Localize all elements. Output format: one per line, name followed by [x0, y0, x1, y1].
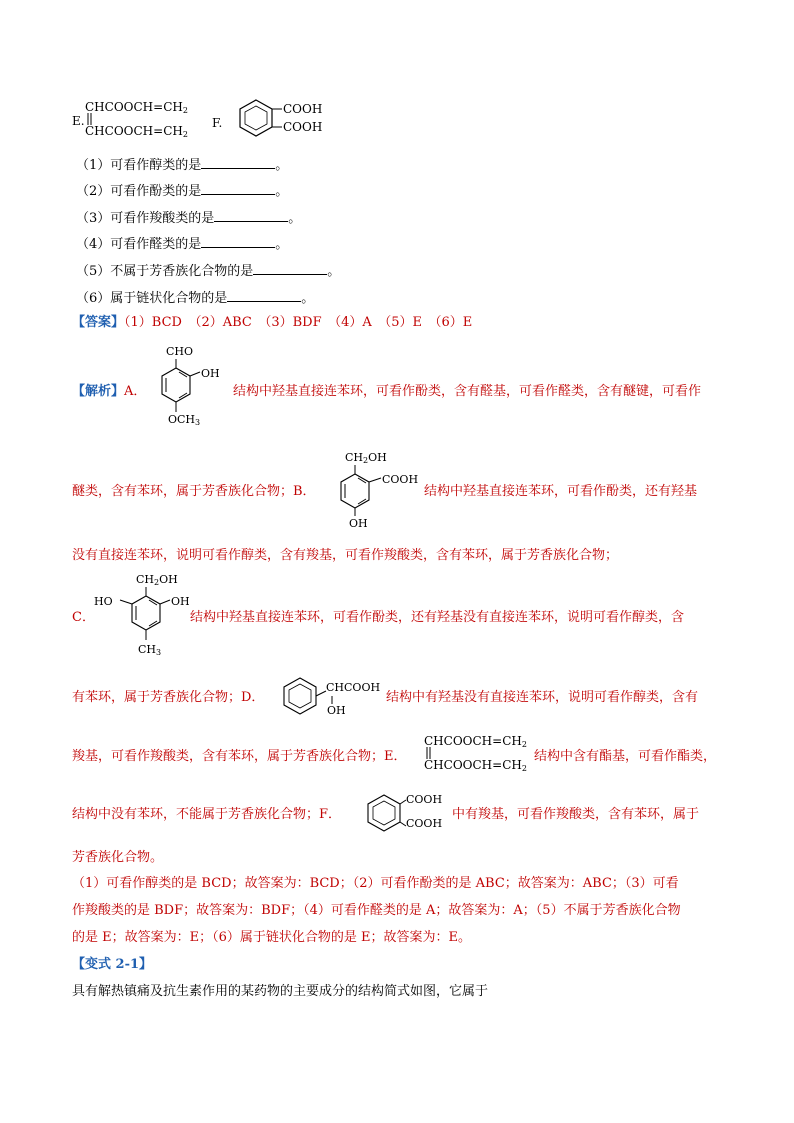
molecule-d: [278, 674, 388, 722]
answer-text: （1）BCD （2）ABC （3）BDF （4）A （5）E （6）E: [124, 315, 473, 330]
variant-text: 具有解热镇痛及抗生素作用的某药物的主要成分的结构简式如图，它属于: [72, 984, 489, 999]
molecule-c-ch2oh: $CH_2OH$: [136, 573, 178, 587]
molecule-f-cooh2: COOH: [406, 817, 443, 830]
analysis-line-2: 醚类，含有苯环，属于芳香族化合物；B．: [72, 484, 316, 499]
molecule-e: [424, 732, 536, 776]
question-5: （5）不属于芳香族化合物的是 。: [76, 260, 340, 282]
molecule-f-cooh1: COOH: [406, 793, 443, 806]
molecule-f: [364, 792, 454, 838]
analysis-b-text: 结构中羟基直接连苯环，可看作酚类，还有羟基: [424, 484, 698, 499]
analysis-line-1: 【解析】A．: [72, 384, 147, 399]
analysis-c-prefix: C．: [72, 610, 95, 625]
summary-line-2: 作羧酸类的是 BDF；故答案为：BDF；（4）可看作醛类的是 A；故答案为：A；（5）不属于芳香族化合物: [72, 903, 681, 918]
benzene-ring-icon: [236, 96, 286, 144]
structure-e-line2: $CHCOOCH=CH_2$: [85, 124, 188, 139]
question-1: （1）可看作醇类的是 。: [76, 154, 288, 176]
molecule-b-oh: OH: [349, 517, 368, 530]
molecule-c-ho: HO: [94, 595, 113, 608]
molecule-d-chcooh: CHCOOH: [326, 681, 381, 694]
analysis-f-text: 中有羧基，可看作羧酸类，含有苯环，属于: [452, 807, 700, 822]
structure-e: [72, 98, 207, 142]
molecule-e-line1: $CHCOOCH=CH_2$: [424, 734, 527, 749]
analysis-line-5: 有苯环，属于芳香族化合物；D．: [72, 690, 265, 705]
molecule-a-oh: OH: [201, 367, 220, 380]
question-6: （6）属于链状化合物的是 。: [76, 287, 314, 309]
question-2: （2）可看作酚类的是 。: [76, 180, 288, 202]
analysis-line-8: 芳香族化合物。: [72, 850, 164, 865]
question-4: （4）可看作醛类的是 。: [76, 233, 288, 255]
molecule-a: [158, 342, 232, 438]
analysis-c-text: 结构中羟基直接连苯环，可看作酚类，还有羟基没有直接连苯环，说明可看作醇类，含: [190, 610, 685, 625]
structure-e-line1: $CHCOOCH=CH_2$: [85, 100, 188, 115]
molecule-a-och3: $OCH_3$: [168, 413, 201, 427]
analysis-d-text: 结构中有羟基没有直接连苯环，说明可看作醇类，含有: [386, 690, 699, 705]
molecule-b: [335, 448, 427, 538]
analysis-line-6: 羧基，可看作羧酸类，含有苯环，属于芳香族化合物；E．: [72, 749, 407, 764]
structure-f-cooh1: COOH: [283, 102, 323, 116]
molecule-b-cooh: COOH: [382, 473, 419, 486]
question-3: （3）可看作羧酸类的是 。: [76, 207, 301, 229]
structure-e-label: E.: [72, 114, 85, 128]
variant-label: 【变式 2-1】: [72, 957, 153, 972]
analysis-line-7: 结构中没有苯环，不能属于芳香族化合物；F．: [72, 807, 342, 822]
molecule-d-oh: OH: [327, 704, 346, 717]
summary-line-1: （1）可看作醇类的是 BCD；故答案为：BCD；（2）可看作酚类的是 ABC；故答案为：ABC；（3）可看: [72, 876, 679, 891]
structure-f-label: F.: [212, 116, 223, 130]
molecule-c-oh: OH: [171, 595, 190, 608]
summary-line-3: 的是 E；故答案为：E；（6）属于链状化合物的是 E；故答案为：E。: [72, 930, 471, 945]
analysis-label: 【解析】: [72, 384, 125, 399]
answer-line: [72, 313, 472, 333]
molecule-c: [94, 572, 198, 664]
analysis-e-text: 结构中含有酯基，可看作酯类，: [534, 749, 717, 764]
structure-f-cooh2: COOH: [283, 120, 323, 134]
molecule-e-line2: $CHCOOCH=CH_2$: [424, 758, 527, 773]
answer-label: 【答案】: [72, 315, 125, 330]
molecule-a-cho: CHO: [166, 345, 194, 358]
molecule-b-ch2oh: $CH_2OH$: [345, 451, 387, 465]
analysis-a-text: 结构中羟基直接连苯环，可看作酚类，含有醛基，可看作醛类，含有醚键，可看作: [233, 384, 702, 399]
structure-f: [212, 96, 332, 144]
analysis-line-3: 没有直接连苯环，说明可看作醇类，含有羧基，可看作羧酸类，含有苯环，属于芳香族化合物；: [72, 548, 619, 563]
molecule-c-ch3: $CH_3$: [138, 643, 162, 657]
